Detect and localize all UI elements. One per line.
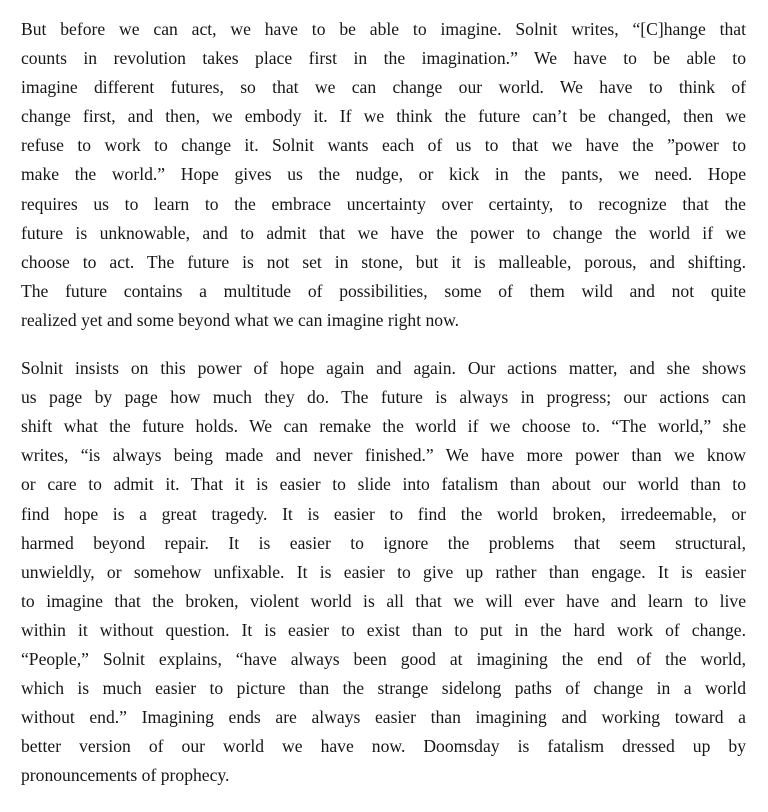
text-line: which is much easier to picture than the strange sidelong paths of change in a world [21,678,746,699]
text-line: harmed beyond repair. It is easier to ignore the problems that seem structural, [21,532,746,553]
text-line: writes, “is always being made and never finished.” We have more power than we know [21,445,746,466]
text-line: within it without question. It is easier to exist than to put in the hard work of change. [21,619,746,640]
paragraph-2 [21,354,746,790]
text-line: us page by page how much they do. The future is always in progress; our actions can [21,387,746,408]
text-line: future is unknowable, and to admit that we have the power to change the world if we [21,222,746,243]
text-line: without end.” Imagining ends are always easier than imagining and working toward a [21,707,746,728]
text-line: The future contains a multitude of possibilities, some of them wild and not quite [21,280,746,301]
text-line: shift what the future holds. We can remake the world if we choose to. “The world,” she [21,416,746,437]
text-line: change first, and then, we embody it. If we think the future can’t be changed, then we [21,106,746,127]
paragraph-1 [21,15,746,335]
text-line: Solnit insists on this power of hope again and again. Our actions matter, and she shows [21,358,746,379]
text-line: unwieldly, or somehow unfixable. It is easier to give up rather than engage. It is easier [21,561,746,582]
text-line: or care to admit it. That it is easier to slide into fatalism than about our world than to [21,474,746,495]
text-line: make the world.” Hope gives us the nudge, or kick in the pants, we need. Hope [21,164,746,185]
text-line: refuse to work to change it. Solnit wants each of us to that we have the ”power to [21,135,746,156]
text-line: pronouncements of prophecy. [21,765,230,786]
text-line: realized yet and some beyond what we can imagine right now. [21,309,460,330]
text-line: imagine different futures, so that we can change our world. We have to think of [21,77,746,98]
text-line: But before we can act, we have to be able to imagine. Solnit writes, “[C]hange that [21,19,746,39]
text-line: better version of our world we have now. Doomsday is fatalism dressed up by [21,736,746,757]
text-line: to imagine that the broken, violent world is all that we will ever have and learn to live [21,590,746,611]
document-body [21,15,746,809]
text-line: choose to act. The future is not set in stone, but it is malleable, porous, and shifting. [21,251,746,272]
text-line: “People,” Solnit explains, “have always been good at imagining the end of the world, [21,648,746,669]
text-line: counts in revolution takes place first in the imagination.” We have to be able to [21,48,746,69]
text-line: requires us to learn to the embrace uncertainty over certainty, to recognize that the [21,193,746,214]
text-line: find hope is a great tragedy. It is easier to find the world broken, irredeemable, or [21,503,746,524]
